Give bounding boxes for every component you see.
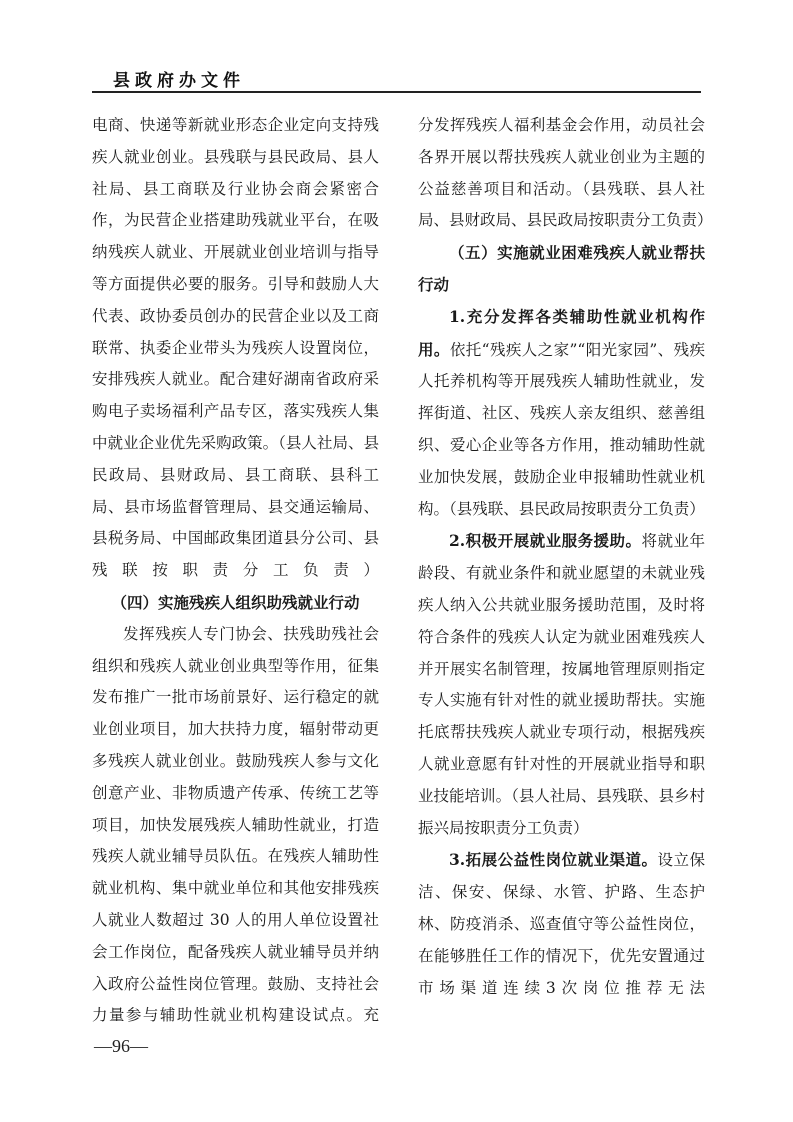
right-column: [418, 110, 713, 1004]
paragraph: 分发挥残疾人福利基金会作用，动员社会各界开展以帮扶残疾人就业创业为主题的公益慈善项目和活动。（县残联、县人社局、县财政局、县民政局按职责分工负责）: [418, 116, 713, 230]
paragraph: 发挥残疾人专门协会、扶残助残社会组织和残疾人就业创业典型等作用，征集发布推广一批市场前景好、运行稳定的就业创业项目，加大扶持力度，辐射带动更多残疾人就业创业。鼓励残疾人参与文化创意产业、非物质遗产传承、传统工艺等项目，加快发展残疾人辅助性就业，打造残疾人就业辅导员队伍。在残疾人辅助性就业机构、集中就业单位和其他安排残疾人就业人数超过 30 人的用人单位设置社会工作岗位，配备残疾人就业辅导员并纳入政府公益性岗位管理。鼓励、支持社会力量参与辅助性就业机构建设试点。充: [92, 624, 379, 1025]
paragraph: 电商、快递等新就业形态企业定向支持残疾人就业创业。县残联与县民政局、县人社局、县工商联及行业协会商会紧密合作，为民营企业搭建助残就业平台，在吸纳残疾人就业、开展就业创业培训与指导等方面提供必要的服务。引导和鼓励人大代表、政协委员创办的民营企业以及工商联常、执委企业带头为残疾人设置岗位，安排残疾人就业。配合建好湖南省政府采购电子卖场福利产品专区，落实残疾人集中就业企业优先采购政策。（县人社局、县民政局、县财政局、县工商联、县科工局、县市场监督管理局、县交通运输局、县税务局、中国邮政集团道县分公司、县残联按职责分工负责）: [92, 116, 379, 580]
left-column: [92, 110, 379, 1032]
item-title: 2.积极开展就业服务援助。: [449, 531, 642, 551]
header-divider: [92, 91, 701, 93]
header-title: 县政府办文件: [113, 71, 245, 91]
section-heading-5: （五）实施就业困难残疾人就业帮扶行动: [418, 243, 705, 294]
list-item-1: [418, 301, 705, 526]
list-item-3: [418, 844, 705, 1004]
page-number: —96—: [94, 1036, 148, 1056]
list-item-2: [418, 525, 705, 844]
section-heading-4: （四）实施残疾人组织助残就业行动: [111, 592, 360, 612]
item-title: 3.拓展公益性岗位就业渠道。: [449, 850, 658, 870]
item-body: 依托“残疾人之家”“阳光家园”、残疾人托养机构等开展残疾人辅助性就业，发挥街道、社区、残疾人亲友组织、慈善组织、爱心企业等各方作用，推动辅助性就业加快发展，鼓励企业申报辅助性就业机构。（县残联、县民政局按职责分工负责）: [418, 340, 705, 518]
item-body: 将就业年龄段、有就业条件和就业愿望的未就业残疾人纳入公共就业服务援助范围，及时将符合条件的残疾人认定为就业困难残疾人并开展实名制管理，按属地管理原则指定专人实施有针对性的就业援助帮扶。实施托底帮扶残疾人就业专项行动，根据残疾人就业意愿有针对性的开展就业指导和职业技能培训。（县人社局、县残联、县乡村振兴局按职责分工负责）: [418, 532, 705, 837]
item-title: 1.充分发挥各类辅助性就业机构作用。: [418, 306, 705, 359]
item-body: 设立保洁、保安、保绿、水管、护路、生态护林、防疫消杀、巡查值守等公益性岗位，在能够胜任工作的情况下，优先安置通过市场渠道连续3次岗位推荐无法: [418, 851, 705, 997]
